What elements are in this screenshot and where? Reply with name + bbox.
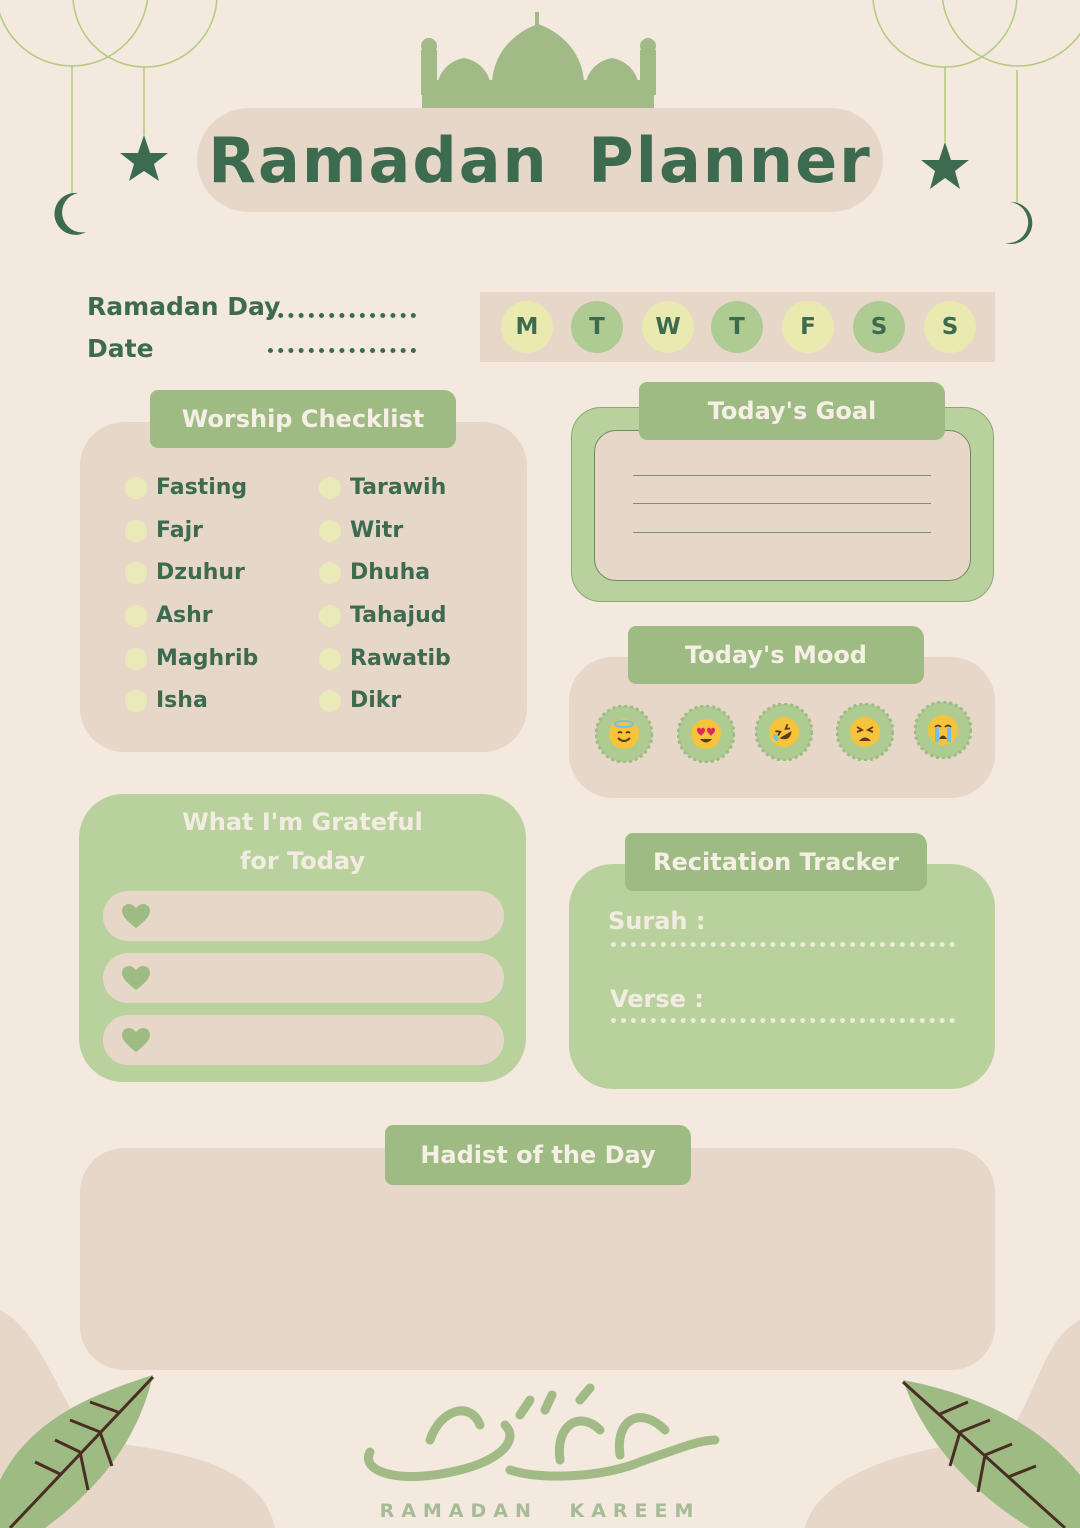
checklist-label: Isha [156, 688, 208, 713]
goal-line [633, 475, 931, 476]
grateful-title-line1: What I'm Grateful [182, 808, 423, 836]
crescent-moon-icon [1005, 202, 1032, 244]
date-label: Date [87, 334, 154, 363]
checkbox-circle[interactable] [319, 562, 341, 584]
worship-checklist-title: Worship Checklist [150, 390, 456, 448]
weekday-thursday[interactable]: T [711, 301, 763, 353]
tired-face-icon[interactable] [836, 703, 894, 761]
weekday-saturday[interactable]: S [853, 301, 905, 353]
heart-icon [121, 1027, 151, 1053]
checkbox-circle[interactable] [125, 648, 147, 670]
star-icon [120, 135, 168, 181]
checklist-item-dzuhur[interactable] [125, 560, 245, 585]
checkbox-circle[interactable] [125, 605, 147, 627]
goal-line [633, 503, 931, 504]
checkbox-circle[interactable] [319, 648, 341, 670]
checklist-label: Fasting [156, 475, 248, 500]
checklist-item-maghrib[interactable] [125, 646, 258, 671]
crescent-moon-icon [54, 193, 86, 235]
ramadan-kareem-text: RAMADAN KAREEM [379, 1500, 701, 1522]
checklist-label: Tahajud [350, 603, 447, 628]
checkbox-circle[interactable] [125, 690, 147, 712]
checkbox-circle[interactable] [319, 605, 341, 627]
recitation-tracker-title: Recitation Tracker [625, 833, 927, 891]
todays-goal-title: Today's Goal [639, 382, 945, 440]
checklist-label: Ashr [156, 603, 213, 628]
weekday-sunday[interactable]: S [924, 301, 976, 353]
checklist-item-witr[interactable] [319, 518, 403, 543]
checklist-label: Tarawih [350, 475, 447, 500]
checkbox-circle[interactable] [125, 562, 147, 584]
checkbox-circle[interactable] [125, 520, 147, 542]
smiling-face-with-halo-icon[interactable] [595, 705, 653, 763]
ramadan-kareem-calligraphy [368, 1388, 715, 1477]
checkbox-circle[interactable] [319, 690, 341, 712]
crying-face-icon[interactable] [914, 701, 972, 759]
hanging-ornament-right [873, 0, 1080, 203]
weekday-selector [480, 292, 995, 362]
heart-icon [121, 903, 151, 929]
hanging-ornament-left [0, 0, 217, 195]
grateful-title-line2: for Today [239, 847, 366, 875]
heart-eyes-icon[interactable] [677, 705, 735, 763]
checklist-item-dhuha[interactable] [319, 560, 430, 585]
weekday-tuesday[interactable]: T [571, 301, 623, 353]
weekday-monday[interactable]: M [501, 301, 553, 353]
checklist-label: Rawatib [350, 646, 451, 671]
rolling-laughing-icon[interactable] [755, 703, 813, 761]
hadist-of-the-day-title: Hadist of the Day [385, 1125, 691, 1185]
todays-goal-writing-area[interactable] [594, 430, 971, 581]
recitation-tracker-panel [569, 864, 995, 1089]
ramadan-day-field[interactable] [268, 313, 416, 318]
checkbox-circle[interactable] [125, 477, 147, 499]
checklist-label: Witr [350, 518, 404, 543]
grateful-entry-1[interactable] [103, 891, 504, 941]
star-icon [921, 142, 969, 189]
goal-line [633, 532, 931, 533]
checklist-item-tahajud[interactable] [319, 603, 446, 628]
date-field[interactable] [268, 348, 416, 353]
weekday-friday[interactable]: F [782, 301, 834, 353]
mosque-icon [421, 12, 656, 108]
checklist-label: Maghrib [156, 646, 259, 671]
checklist-item-rawatib[interactable] [319, 646, 451, 671]
checklist-item-fasting[interactable] [125, 475, 247, 500]
title-banner [197, 108, 883, 212]
checkbox-circle[interactable] [319, 520, 341, 542]
checkbox-circle[interactable] [319, 477, 341, 499]
surah-label: Surah : [608, 907, 706, 935]
todays-mood-title: Today's Mood [628, 626, 924, 684]
checklist-item-ashr[interactable] [125, 603, 213, 628]
verse-label: Verse : [610, 985, 704, 1013]
checklist-item-dikr[interactable] [319, 688, 401, 713]
checklist-item-tarawih[interactable] [319, 475, 446, 500]
checklist-label: Fajr [156, 518, 203, 543]
checklist-item-isha[interactable] [125, 688, 208, 713]
ramadan-day-label: Ramadan Day [87, 292, 281, 321]
checklist-label: Dhuha [350, 560, 431, 585]
heart-icon [121, 965, 151, 991]
verse-field[interactable] [611, 1018, 955, 1023]
checklist-label: Dikr [350, 688, 402, 713]
checklist-label: Dzuhur [156, 560, 245, 585]
grateful-entry-3[interactable] [103, 1015, 504, 1065]
checklist-item-fajr[interactable] [125, 518, 203, 543]
weekday-wednesday[interactable]: W [642, 301, 694, 353]
surah-field[interactable] [611, 942, 955, 947]
page-title: Ramadan Planner [208, 123, 872, 197]
grateful-entry-2[interactable] [103, 953, 504, 1003]
